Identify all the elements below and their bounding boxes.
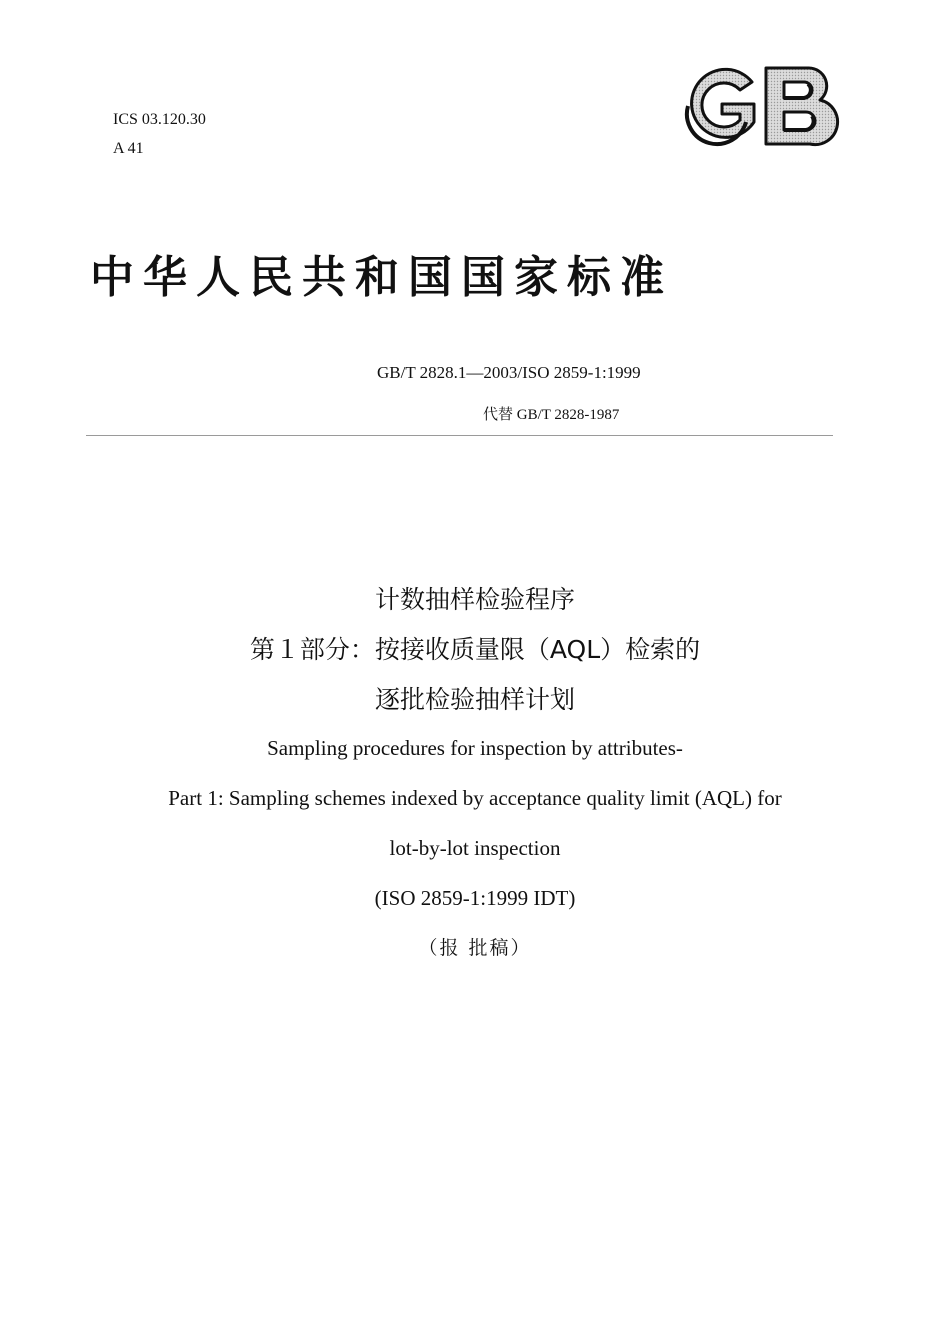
ics-block [113, 105, 206, 163]
title-en-line3: lot-by-lot inspection [389, 836, 561, 860]
gb-logo [680, 62, 840, 150]
title-cn-line1: 计数抽样检验程序 [374, 585, 575, 614]
title-en-line1: Sampling procedures for inspection by attributes- [267, 736, 683, 760]
title-cn-line3: 逐批检验抽样计划 [374, 685, 575, 714]
title-en-line2: Part 1: Sampling schemes indexed by acceptance quality limit (AQL) for [168, 786, 782, 810]
national-standard-title: 中华人民共和国国家标准 [90, 252, 673, 303]
title-cn-line2: 第１部分：按接收质量限（AQL）检索的 [249, 635, 701, 664]
classification-code: A 41 [113, 140, 144, 157]
ics-code: ICS 03.120.30 [113, 111, 206, 128]
draft-status: （报 批稿） [418, 937, 532, 959]
header-divider [86, 435, 833, 436]
standard-number: GB/T 2828.1—2003/ISO 2859-1:1999 [377, 363, 641, 382]
iso-equivalence: (ISO 2859-1:1999 IDT) [374, 886, 576, 910]
replaces-standard: 代替 GB/T 2828-1987 [483, 407, 620, 423]
